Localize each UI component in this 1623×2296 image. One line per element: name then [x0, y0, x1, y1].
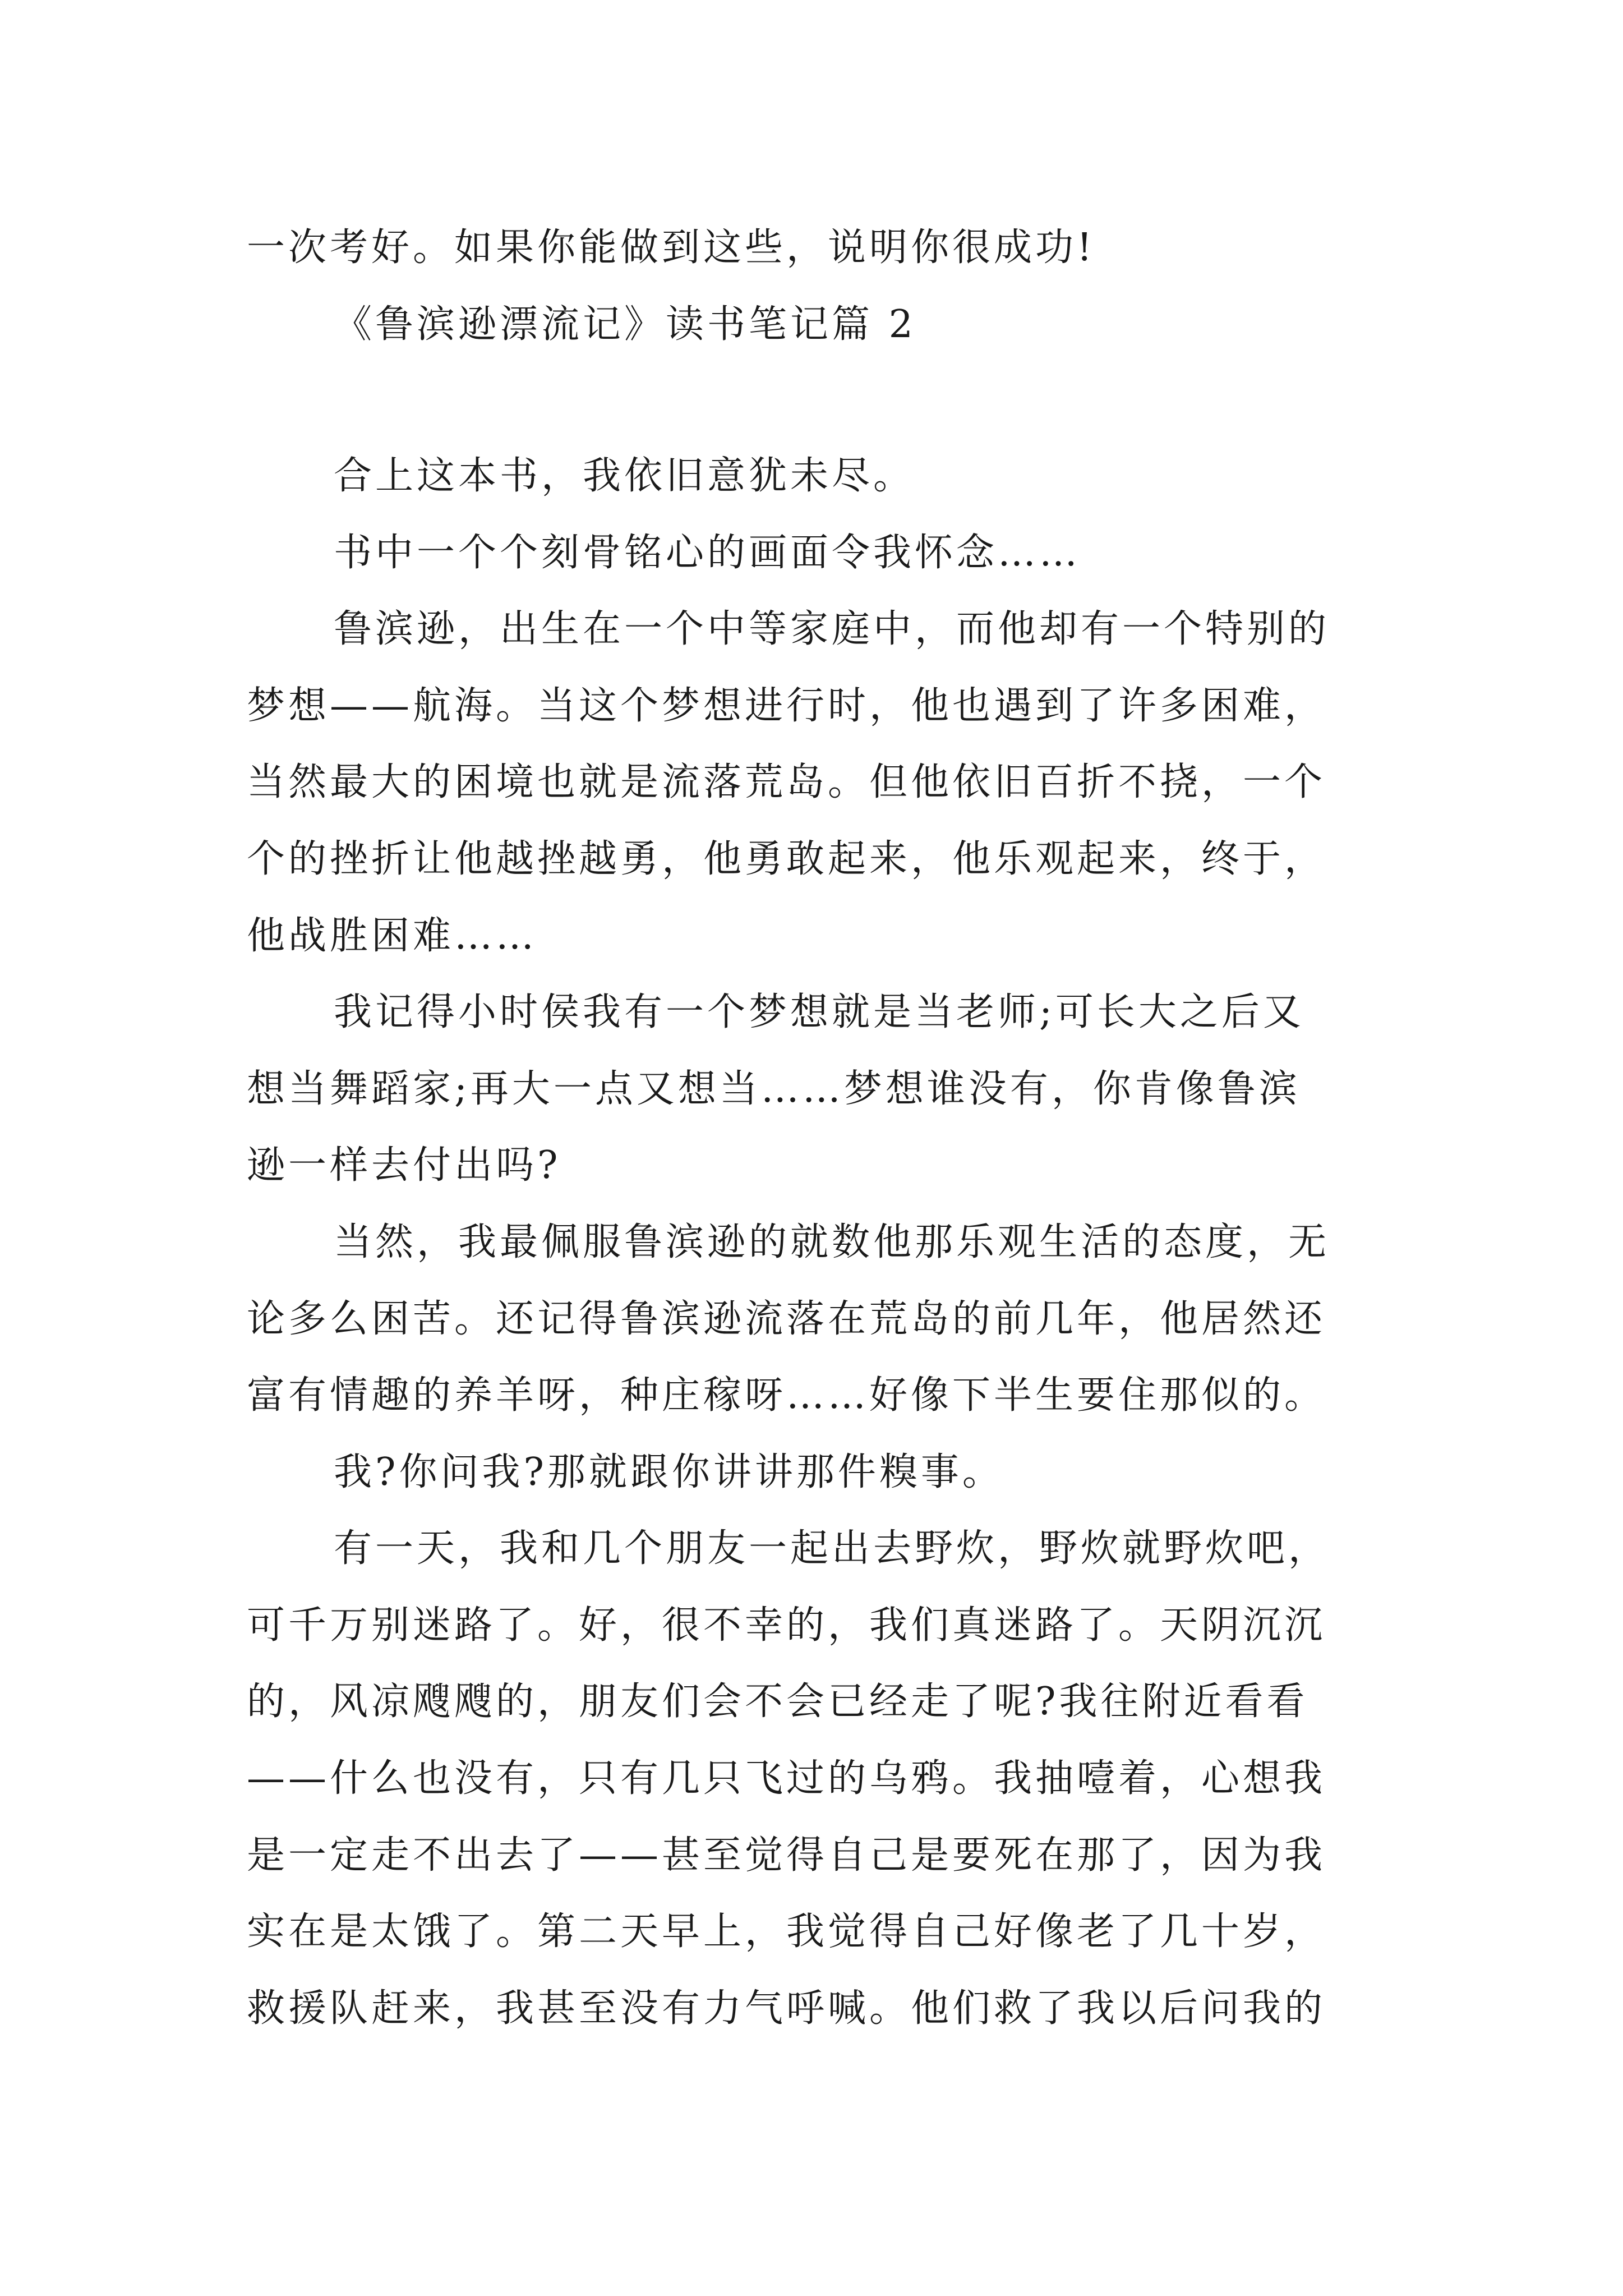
paragraph-line: 是一定走不出去了——甚至觉得自己是要死在那了，因为我: [247, 1833, 1326, 1878]
paragraph-line: 一次考好。如果你能做到这些，说明你很成功!: [247, 226, 1096, 270]
paragraph-line: 鲁滨逊，出生在一个中等家庭中，而他却有一个特别的: [334, 607, 1330, 651]
paragraph-line: 书中一个个刻骨铭心的画面令我怀念……: [334, 531, 1081, 575]
paragraph-line: 当然，我最佩服鲁滨逊的就数他那乐观生活的态度，无: [334, 1220, 1330, 1264]
paragraph-line: 他战胜困难……: [247, 914, 538, 958]
paragraph-line: 想当舞蹈家;再大一点又想当……梦想谁没有，你肯像鲁滨: [247, 1067, 1301, 1111]
paragraph-line: 的，风凉飕飕的，朋友们会不会已经走了呢?我往附近看看: [247, 1680, 1308, 1724]
paragraph-line: ——什么也没有，只有几只飞过的乌鸦。我抽噎着，心想我: [247, 1756, 1326, 1801]
paragraph-line: 我?你问我?那就跟你讲讲那件糗事。: [334, 1450, 1004, 1494]
paragraph-line: 合上这本书，我依旧意犹未尽。: [334, 454, 915, 498]
paragraph-line: 论多么困苦。还记得鲁滨逊流落在荒岛的前几年，他居然还: [247, 1297, 1326, 1341]
paragraph-line: 个的挫折让他越挫越勇，他勇敢起来，他乐观起来，终于，: [247, 837, 1326, 881]
section-title: 《鲁滨逊漂流记》读书笔记篇 2: [334, 302, 916, 347]
paragraph-line: 可千万别迷路了。好，很不幸的，我们真迷路了。天阴沉沉: [247, 1603, 1326, 1648]
paragraph-line: 逊一样去付出吗?: [247, 1143, 561, 1188]
paragraph-line: 我记得小时侯我有一个梦想就是当老师;可长大之后又: [334, 990, 1304, 1034]
paragraph-line: 富有情趣的养羊呀，种庄稼呀……好像下半生要住那似的。: [247, 1373, 1326, 1418]
paragraph-line: 当然最大的困境也就是流落荒岛。但他依旧百折不挠，一个: [247, 760, 1326, 804]
paragraph-line: 实在是太饿了。第二天早上，我觉得自己好像老了几十岁，: [247, 1910, 1326, 1954]
paragraph-line: 救援队赶来，我甚至没有力气呼喊。他们救了我以后问我的: [247, 1986, 1326, 2031]
paragraph-line: 有一天，我和几个朋友一起出去野炊，野炊就野炊吧，: [334, 1526, 1330, 1571]
paragraph-line: 梦想——航海。当这个梦想进行时，他也遇到了许多困难，: [247, 684, 1326, 728]
